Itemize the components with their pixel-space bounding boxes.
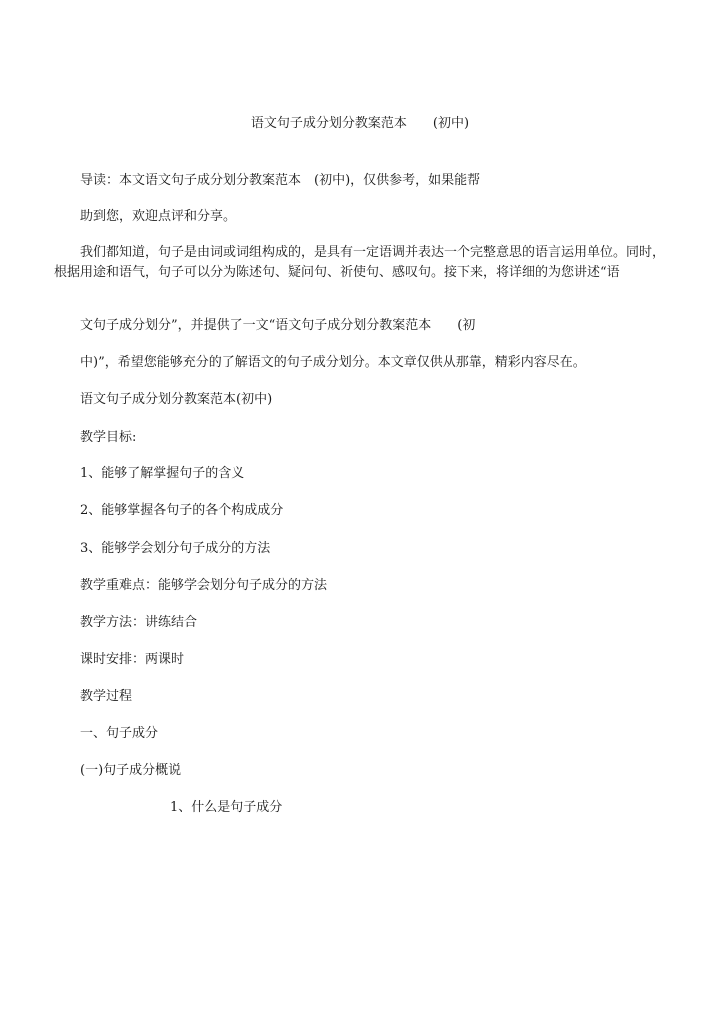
paragraph-1-continued-1: 文句子成分划分”，并提供了一文“语文句子成分划分教案范本 (初	[80, 318, 476, 333]
subtitle: 语文句子成分划分教案范本(初中)	[80, 392, 273, 407]
key-points: 教学重难点：能够学会划分句子成分的方法	[80, 578, 328, 593]
list-item-1: 1、什么是句子成分	[170, 800, 283, 815]
teaching-method: 教学方法：讲练结合	[80, 615, 198, 630]
goals-heading: 教学目标:	[80, 430, 137, 445]
process-heading: 教学过程	[80, 689, 133, 704]
document-title: 语文句子成分划分教案范本 (初中)	[250, 116, 470, 131]
subsection-heading-1: (一)句子成分概说	[80, 763, 182, 778]
paragraph-1: 我们都知道，句子是由词或词组构成的，是具有一定语调并表达一个完整意思的语言运用单位。同时，根据用途和语气，句子可以分为陈述句、疑问句、祈使句、感叹句。接下来，将详细的为您讲述“语	[54, 245, 666, 280]
goal-item-2: 2、能够掌握各句子的各个构成成分	[80, 503, 284, 518]
section-heading-1: 一、句子成分	[80, 726, 159, 741]
paragraph-1-continued-2: 中)”，希望您能够充分的了解语文的句子成分划分。本文章仅供从那靠，精彩内容尽在。	[80, 355, 586, 370]
goal-item-3: 3、能够学会划分句子成分的方法	[80, 541, 271, 556]
class-schedule: 课时安排：两课时	[80, 652, 185, 667]
goal-item-1: 1、能够了解掌握句子的含义	[80, 466, 245, 481]
intro-line-1: 导读：本文语文句子成分划分教案范本 (初中)，仅供参考，如果能帮	[80, 173, 481, 188]
intro-line-2: 助到您，欢迎点评和分享。	[80, 209, 237, 224]
